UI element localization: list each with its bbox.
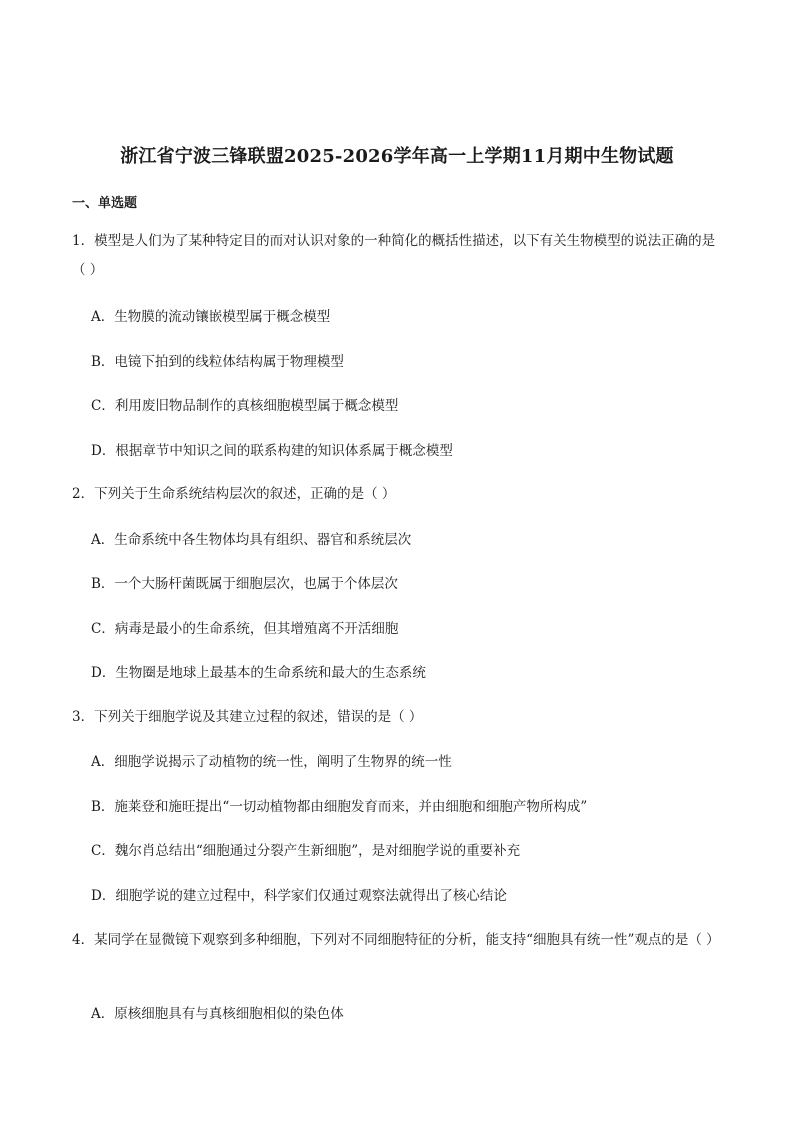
page-title: 浙江省宁波三锋联盟2025-2026学年高一上学期11月期中生物试题 [120,146,674,167]
question-3-option-c: C．魏尔肖总结出“细胞通过分裂产生新细胞”，是对细胞学说的重要补充 [91,843,521,859]
question-stem-1: 1．模型是人们为了某种特定目的而对认识对象的一种简化的概括性描述，以下有关生物模型的说法正确的是（ ） [72,233,716,278]
question-2-option-c: C．病毒是最小的生命系统，但其增殖离不开活细胞 [91,621,399,637]
question-1-option-b: B．电镜下拍到的线粒体结构属于物理模型 [91,354,344,370]
question-2-option-d: D．生物圈是地球上最基本的生命系统和最大的生态系统 [91,665,426,681]
question-stem-2: 2．下列关于生命系统结构层次的叙述，正确的是（ ） [72,486,396,502]
question-3-option-a: A．细胞学说揭示了动植物的统一性，阐明了生物界的统一性 [91,754,452,770]
question-4-option-a: A．原核细胞具有与真核细胞相似的染色体 [91,1006,344,1022]
question-stem-3: 3．下列关于细胞学说及其建立过程的叙述，错误的是（ ） [72,709,423,725]
question-1-option-d: D．根据章节中知识之间的联系构建的知识体系属于概念模型 [91,443,453,459]
question-3-option-d: D．细胞学说的建立过程中，科学家们仅通过观察法就得出了核心结论 [91,888,507,904]
question-3-option-b: B．施莱登和施旺提出“一切动植物都由细胞发育而来，并由细胞和细胞产物所构成” [91,799,588,815]
question-2-option-a: A．生命系统中各生物体均具有组织、器官和系统层次 [91,532,412,548]
question-1-option-c: C．利用废旧物品制作的真核细胞模型属于概念模型 [91,398,399,414]
section-heading: 一、单选题 [72,196,138,211]
question-stem-4: 4．某同学在显微镜下观察到多种细胞，下列对不同细胞特征的分析，能支持“细胞具有统一性”观点的是（ ） [72,932,720,948]
question-2-option-b: B．一个大肠杆菌既属于细胞层次，也属于个体层次 [91,576,398,592]
question-1-option-a: A．生物膜的流动镶嵌模型属于概念模型 [91,309,331,325]
